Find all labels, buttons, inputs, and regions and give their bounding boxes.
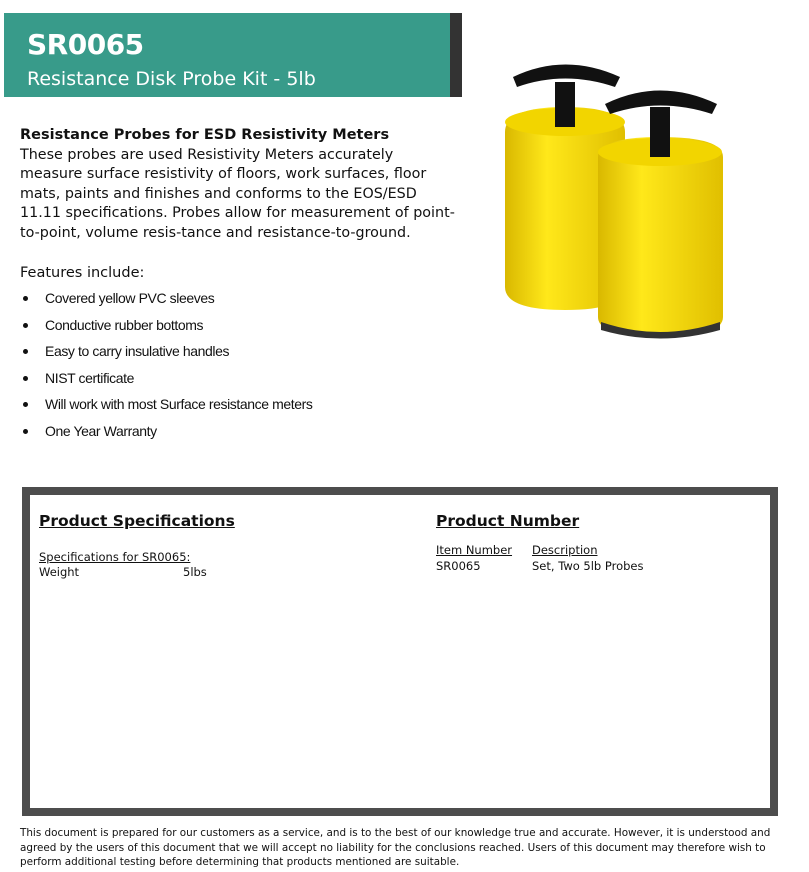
intro-section <box>20 126 460 243</box>
item-description: Set, Two 5lb Probes <box>532 559 644 573</box>
banner-accent-bar <box>450 13 462 97</box>
disclaimer: This document is prepared for our customers as a service, and is to the best of our knowledge true and accurate. However, it is understood and agreed by the users of this document that we will accept no liability for the conclusions reached. Users of this document may therefore wish to perform additional testing before determining that products mentioned are suitable. <box>20 827 771 868</box>
features-title: Features include: <box>20 265 145 281</box>
specs-title: Product Specifications <box>39 512 235 530</box>
feature-item: Conductive rubber bottoms <box>22 317 313 344</box>
product-code: SR0065 <box>27 28 144 61</box>
item-number-header: Item Number <box>436 543 513 557</box>
features-list <box>22 290 313 449</box>
intro-heading: Resistance Probes for ESD Resistivity Meters <box>20 127 390 143</box>
description-header: Description <box>532 543 598 557</box>
specs-subtitle: Specifications for SR0065: <box>39 550 191 564</box>
feature-item: Will work with most Surface resistance meters <box>22 396 313 423</box>
title-banner <box>4 13 462 97</box>
product-number-title: Product Number <box>436 512 580 530</box>
feature-item: NIST certificate <box>22 370 313 397</box>
spec-value-weight: 5lbs <box>183 565 207 579</box>
feature-item: One Year Warranty <box>22 423 313 450</box>
probe-kit-photo <box>495 52 765 342</box>
spec-label-weight: Weight <box>39 565 80 579</box>
product-subtitle: Resistance Disk Probe Kit - 5lb <box>27 68 316 90</box>
item-number: SR0065 <box>436 559 481 573</box>
feature-item: Easy to carry insulative handles <box>22 343 313 370</box>
intro-body: These probes are used Resistivity Meters accurately measure surface resistivity of floors, work surfaces, floor mats, paints and finishes and conforms to the EOS/ESD 11.11 specifications. Probes allow for measurement of point-to-point, volume resis-tance and resistance-to-ground. <box>20 146 455 241</box>
feature-item: Covered yellow PVC sleeves <box>22 290 313 317</box>
specifications-panel <box>22 487 778 816</box>
